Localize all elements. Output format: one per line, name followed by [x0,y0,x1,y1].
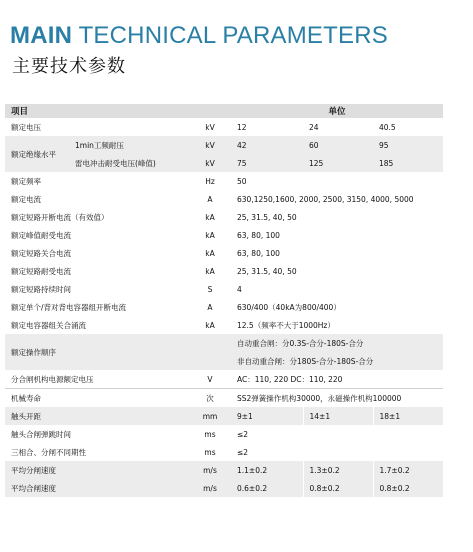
row-value-40kv: 0.8±0.2 [373,479,443,497]
row-label: 分合闸机构电源额定电压 [5,370,189,389]
row-label: 平均分闸速度 [5,461,189,479]
table-row [5,226,443,244]
row-value-40kv: 1.7±0.2 [373,461,443,479]
row-value-40kv: 18±1 [373,407,443,425]
table-row [5,407,443,425]
row-value: 63, 80, 100 [237,248,280,258]
header-unit: 单位 [231,104,443,118]
title-en-bold: MAIN [10,22,73,49]
table-row [5,298,443,316]
row-label: 额定短路开断电流（有效值） [11,212,109,222]
row-label: 三相合、分闸不同期性 [11,447,86,457]
row-unit: m/s [189,461,231,479]
table-row [5,154,443,172]
row-value: ≤2 [237,429,249,439]
row-label: 额定电压 [11,122,41,132]
row-unit: kV [189,136,231,154]
table-row [5,136,443,154]
row-value-24kv: 125 [303,154,373,172]
row-unit: 次 [206,393,214,403]
row-value-12kv: 75 [231,154,303,172]
row-value-12kv: 0.6±0.2 [231,479,303,497]
row-unit: m/s [189,479,231,497]
title-en-rest: TECHNICAL PARAMETERS [78,22,388,49]
row-label: 额定峰值耐受电流 [11,230,71,240]
table-row [5,172,443,190]
row-value-non-auto-reclose: 非自动重合闸：分180S-合分-180S-合分 [231,352,443,370]
row-sublabel: 雷电冲击耐受电压(峰值) [65,154,189,172]
table-row [5,118,443,136]
page-title-en [10,21,388,51]
row-label: 额定绝缘水平 [5,136,65,172]
row-unit: Hz [205,176,215,186]
row-label: 机械寿命 [11,393,41,403]
row-value-24kv: 1.3±0.2 [303,461,373,479]
row-value-40kv: 95 [373,136,443,154]
row-unit [189,334,231,370]
row-value: SS2弹簧操作机构30000，永磁操作机构100000 [237,393,402,403]
row-label: 额定短路持续时间 [11,284,71,294]
row-label: 额定电容器组关合涌流 [11,320,86,330]
row-value-12kv: 1.1±0.2 [231,461,303,479]
row-unit: ms [204,447,216,457]
row-label: 额定短路耐受电流 [11,266,71,276]
table-row [5,190,443,208]
table-row [5,461,443,479]
row-value: 25, 31.5, 40, 50 [237,266,297,276]
row-value-auto-reclose: 自动重合闸：分0.3S-合分-180S-合分 [231,334,443,352]
row-value-40kv: 185 [373,154,443,172]
row-value: 63, 80, 100 [237,230,280,240]
table-row [5,280,443,298]
row-unit: kA [205,248,215,258]
table-row [5,262,443,280]
row-unit: S [207,284,213,294]
row-value: AC：110, 220 DC：110, 220 [231,370,443,389]
row-unit: kV [189,154,231,172]
row-value-24kv: 0.8±0.2 [303,479,373,497]
row-unit: kA [205,230,215,240]
row-value: 4 [237,284,242,294]
row-value-12kv: 12 [237,122,247,132]
row-unit: kV [205,122,215,132]
row-label: 额定频率 [11,176,41,186]
table-row [5,389,443,408]
row-unit: kA [205,320,215,330]
header-item: 项目 [5,104,231,118]
row-unit: mm [189,407,231,425]
page-title-cn: 主要技术参数 [12,56,126,77]
row-label: 平均合闸速度 [5,479,189,497]
row-value-24kv: 60 [303,136,373,154]
row-unit: kA [205,212,215,222]
row-value: 50 [237,176,247,186]
table-row [5,334,443,352]
row-value: ≤2 [237,447,249,457]
row-value: 12.5（频率不大于1000Hz） [237,320,335,330]
row-value-12kv: 9±1 [231,407,303,425]
table-row [5,425,443,443]
row-sublabel: 1min工频耐压 [65,136,189,154]
row-value: 630/400（40kA为800/400） [237,302,341,312]
table-row [5,208,443,226]
row-label: 额定短路关合电流 [11,248,71,258]
table-row [5,244,443,262]
row-label: 额定单个/背对背电容器组开断电流 [11,302,127,312]
row-unit: kA [205,266,215,276]
row-unit: V [189,370,231,389]
table-row [5,479,443,497]
row-label: 触头开距 [5,407,189,425]
table-header [5,104,443,118]
row-value-24kv: 14±1 [303,407,373,425]
row-value-12kv: 42 [231,136,303,154]
row-value-24kv: 24 [309,122,319,132]
row-value: 25, 31.5, 40, 50 [237,212,297,222]
row-unit: A [207,194,213,204]
table-row [5,316,443,334]
row-unit: ms [204,429,216,439]
row-value: 630,1250,1600, 2000, 2500, 3150, 4000, 5000 [237,194,414,204]
row-unit: A [207,302,213,312]
table-row [5,443,443,461]
row-label: 额定操作顺序 [5,334,189,370]
row-value-40kv: 40.5 [379,122,396,132]
table-row [5,370,443,389]
row-label: 额定电流 [11,194,41,204]
row-label: 触头合闸弹跳时间 [11,429,71,439]
parameters-table [5,104,443,497]
